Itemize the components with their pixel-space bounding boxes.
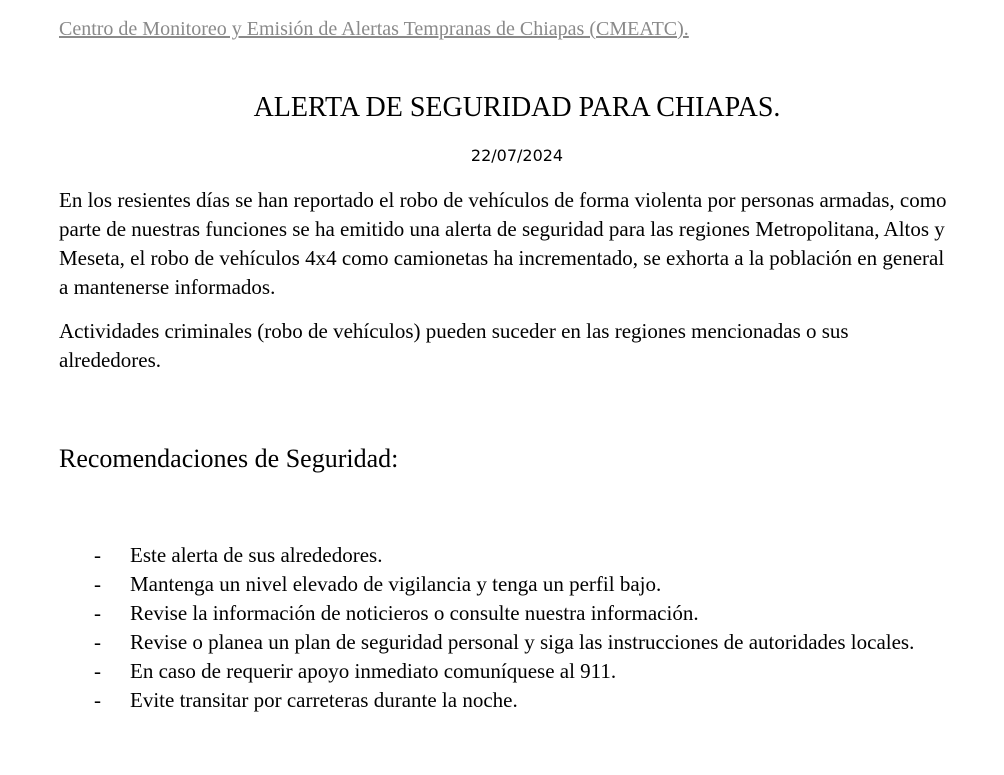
recommendation-text: Mantenga un nivel elevado de vigilancia y tenga un perfil bajo. — [130, 572, 662, 596]
bullet-dash: - — [94, 659, 101, 683]
recommendation-item — [59, 570, 949, 599]
recommendations-heading: Recomendaciones de Seguridad: — [59, 444, 399, 473]
alert-title: ALERTA DE SEGURIDAD PARA CHIAPAS. — [253, 92, 781, 123]
criminal-activity-paragraph: Actividades criminales (robo de vehículos) pueden suceder en las regiones mencionadas o sus alrededores. — [59, 319, 849, 372]
alert-description-paragraph: En los resientes días se han reportado el robo de vehículos de forma violenta por personas armadas, como parte de nuestras funciones se ha emitido una alerta de seguridad para las regiones Metropolitana, Altos y Meseta, el robo de vehículos 4x4 como camionetas ha incrementado, se exhorta a la población en general a mantenerse informados. — [59, 188, 947, 299]
recommendation-text: Este alerta de sus alrededores. — [130, 543, 383, 567]
recommendation-item — [59, 657, 949, 686]
bullet-dash: - — [94, 688, 101, 712]
recommendation-item — [59, 686, 949, 715]
recommendation-text: En caso de requerir apoyo inmediato comuníquese al 911. — [130, 659, 617, 683]
recommendations-list — [59, 541, 949, 715]
recommendation-text: Revise o planea un plan de seguridad personal y siga las instrucciones de autoridades locales. — [130, 630, 915, 654]
organization-header-link[interactable]: Centro de Monitoreo y Emisión de Alertas Tempranas de Chiapas (CMEATC). — [59, 18, 689, 40]
recommendation-item — [59, 628, 949, 657]
recommendation-text: Revise la información de noticieros o consulte nuestra información. — [130, 601, 699, 625]
bullet-dash: - — [94, 601, 101, 625]
recommendation-text: Evite transitar por carreteras durante la noche. — [130, 688, 518, 712]
bullet-dash: - — [94, 543, 101, 567]
recommendation-item — [59, 541, 949, 570]
bullet-dash: - — [94, 630, 101, 654]
alert-date: 22/07/2024 — [470, 146, 564, 165]
bullet-dash: - — [94, 572, 101, 596]
recommendation-item — [59, 599, 949, 628]
